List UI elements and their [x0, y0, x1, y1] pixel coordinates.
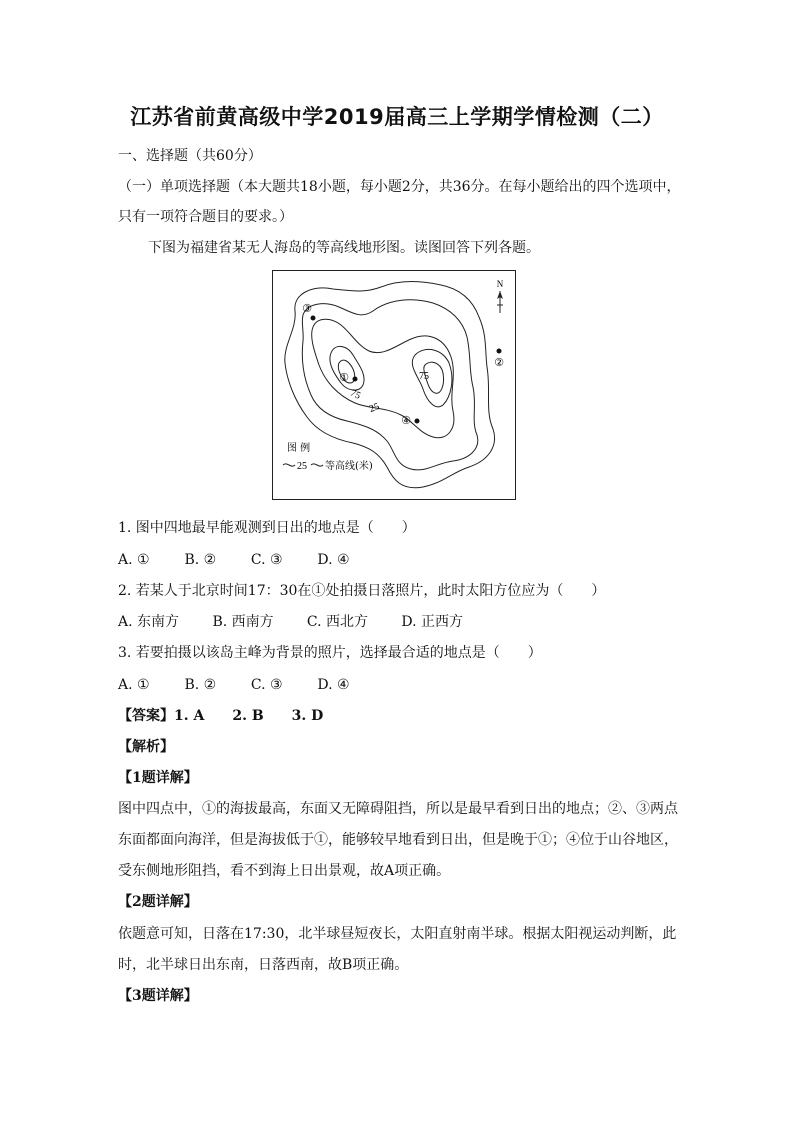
point-3-dot	[311, 316, 316, 321]
point-1-label: ①	[339, 371, 349, 384]
q3-option-d: D. ④	[317, 677, 350, 693]
q1-option-c: C. ③	[250, 552, 283, 568]
q1-option-d: D. ④	[317, 552, 350, 568]
question-2-options	[118, 612, 463, 632]
point-2-label: ②	[494, 356, 504, 369]
detail-3-heading: 【3题详解】	[118, 988, 198, 1004]
contour-map-drawing	[273, 271, 515, 499]
analysis-heading: 【解析】	[118, 739, 174, 755]
page-title: 江苏省前黄高级中学2019届高三上学期学情检测（二）	[130, 105, 664, 129]
point-4-dot	[415, 419, 420, 424]
q3-option-c: C. ③	[250, 677, 283, 693]
q1-option-a: A. ①	[118, 552, 150, 568]
q1-option-b: B. ②	[184, 552, 217, 568]
question-3: 3. 若要拍摄以该岛主峰为背景的照片，选择最合适的地点是（ ）	[118, 645, 542, 661]
point-1-dot	[353, 377, 358, 382]
q2-option-a: A. 东南方	[118, 614, 180, 630]
contour-label-75-summit: 75	[348, 387, 363, 402]
intro-text: 下图为福建省某无人海岛的等高线地形图。读图回答下列各题。	[148, 240, 540, 256]
question-1-options	[118, 550, 350, 570]
detail-2-line-1: 依题意可知，日落在17:30，北半球昼短夜长，太阳直射南半球。根据太阳视运动判断，此	[118, 926, 677, 942]
detail-1-line-2: 东面都面向海洋，但是海拔低于①，能够较早地看到日出，但是晚于①；④位于山谷地区，	[118, 832, 678, 848]
answer-line: 【答案】1. A 2. B 3. D	[118, 708, 324, 724]
q2-option-d: D. 正西方	[401, 614, 463, 630]
legend-title: 图 例	[287, 443, 311, 454]
legend-value: 25	[297, 461, 307, 472]
contour-line-inner	[312, 319, 454, 438]
detail-1-heading: 【1题详解】	[118, 770, 198, 786]
point-3-label: ③	[302, 302, 312, 315]
subsection-line-2: 只有一项符合题目的要求。）	[118, 209, 293, 225]
detail-1-line-3: 受东侧地形阻挡，看不到海上日出景观，故A项正确。	[118, 863, 451, 879]
legend-line-right	[311, 464, 323, 466]
section-heading: 一、选择题（共60分）	[118, 148, 262, 164]
contour-line-outer	[285, 282, 495, 488]
point-4-label: ④	[401, 414, 411, 427]
q2-option-b: B. 西南方	[212, 614, 274, 630]
q2-option-c: C. 西北方	[306, 614, 369, 630]
contour-label-25: 25	[367, 401, 382, 415]
point-2-dot	[497, 349, 502, 354]
q3-option-a: A. ①	[118, 677, 150, 693]
detail-2-heading: 【2题详解】	[118, 894, 198, 910]
question-3-options	[118, 675, 350, 695]
legend-label: 等高线(米)	[325, 461, 373, 472]
north-label: N	[496, 279, 504, 289]
subsection-line-1: （一）单项选择题（本大题共18小题，每小题2分，共36分。在每小题给出的四个选项中，	[118, 179, 681, 195]
contour-map	[272, 270, 516, 500]
question-2: 2. 若某人于北京时间17：30在①处拍摄日落照片，此时太阳方位应为（ ）	[118, 583, 606, 599]
detail-1-line-1: 图中四点中，①的海拔最高，东面又无障碍阻挡，所以是最早看到日出的地点；②、③两点	[118, 801, 678, 817]
detail-2-line-2: 时，北半球日出东南，日落西南，故B项正确。	[118, 957, 409, 973]
contour-label-75-east: 75	[419, 371, 429, 382]
question-1: 1. 图中四地最早能观测到日出的地点是（ ）	[118, 520, 416, 536]
legend-line-left	[283, 464, 295, 466]
q3-option-b: B. ②	[184, 677, 217, 693]
